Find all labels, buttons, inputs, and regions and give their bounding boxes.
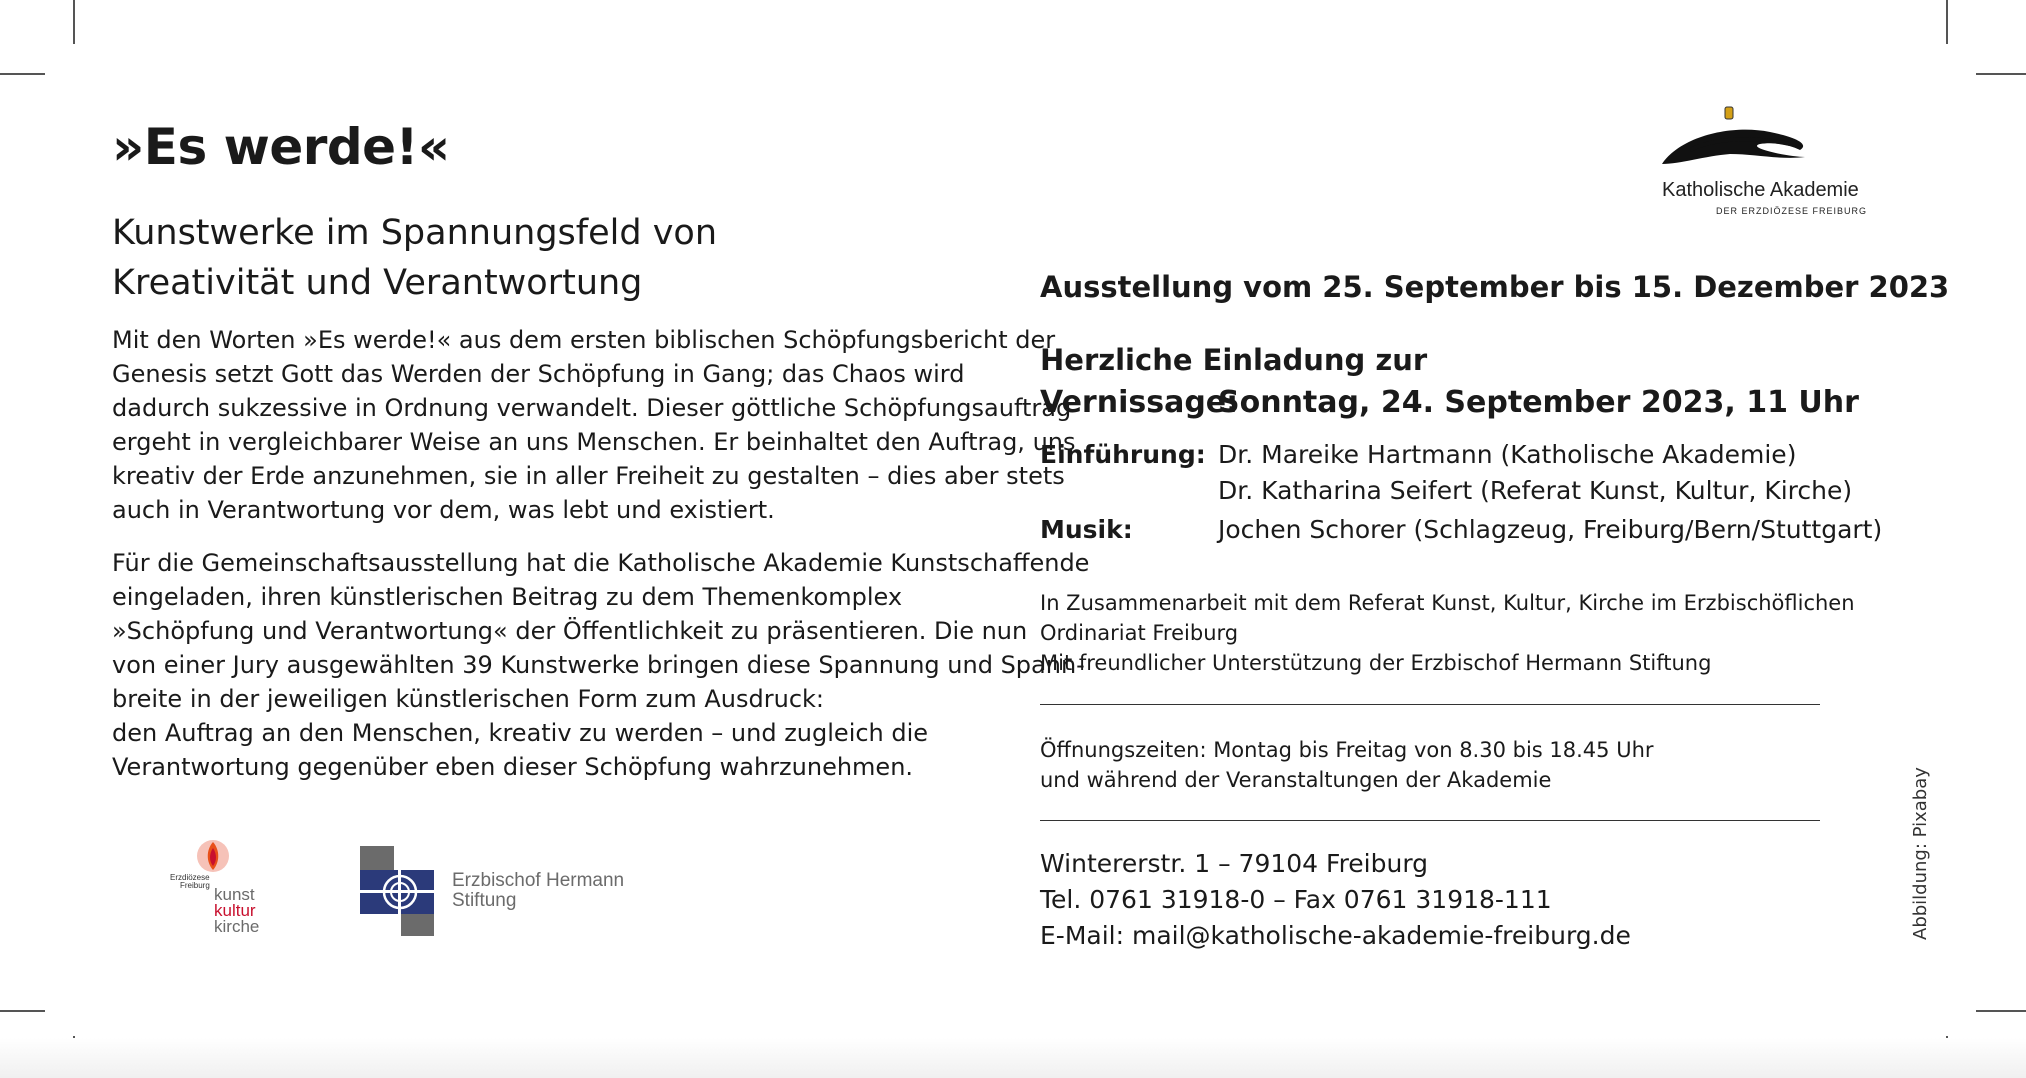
crop-mark bbox=[73, 0, 75, 44]
crop-mark bbox=[1976, 1010, 2026, 1012]
logo-word: kultur bbox=[214, 901, 256, 920]
text-line: auch in Verantwortung vor dem, was lebt und existiert. bbox=[112, 496, 775, 524]
vernissage-label: Vernissage: bbox=[1040, 385, 1239, 420]
kunst-kultur-kirche-logo bbox=[168, 836, 278, 936]
invitation-heading: Herzliche Einladung zur bbox=[1040, 343, 1428, 377]
divider bbox=[1040, 820, 1820, 821]
text-line: ergeht in vergleichbarer Weise an uns Menschen. Er beinhaltet den Auftrag, uns bbox=[112, 428, 1076, 456]
vernissage-value: Sonntag, 24. September 2023, 11 Uhr bbox=[1218, 385, 1859, 420]
opening-hours bbox=[1040, 735, 1654, 795]
text-line: kreativ der Erde anzunehmen, sie in aller Freiheit zu gestalten – dies aber stets bbox=[112, 462, 1065, 490]
text-line: Mit den Worten »Es werde!« aus dem ersten biblischen Schöpfungsbericht der bbox=[112, 326, 1056, 354]
introduction-label: Einführung: bbox=[1040, 440, 1206, 469]
text-line: Ordinariat Freiburg bbox=[1040, 621, 1239, 645]
description-paragraph bbox=[112, 546, 1090, 784]
music-value: Jochen Schorer (Schlagzeug, Freiburg/Bern/Stuttgart) bbox=[1218, 515, 1883, 544]
text-line: dadurch sukzessive in Ordnung verwandelt. Dieser göttliche Schöpfungsauftrag bbox=[112, 394, 1072, 422]
subtitle-line: Kunstwerke im Spannungsfeld von bbox=[112, 213, 717, 253]
text-line: Öffnungszeiten: Montag bis Freitag von 8.30 bis 18.45 Uhr bbox=[1040, 738, 1654, 762]
email-link[interactable]: E-Mail: mail@katholische-akademie-freiburg.de bbox=[1040, 921, 1631, 950]
text-line: und während der Veranstaltungen der Akademie bbox=[1040, 768, 1552, 792]
logo-word: kunst bbox=[214, 885, 255, 904]
crop-mark bbox=[0, 1010, 45, 1012]
page-subtitle bbox=[112, 208, 717, 308]
text-line: Mit freundlicher Unterstützung der Erzbischof Hermann Stiftung bbox=[1040, 651, 1712, 675]
logo-word: kirche bbox=[214, 917, 260, 936]
text-line: »Schöpfung und Verantwortung« der Öffentlichkeit zu präsentieren. Die nun bbox=[112, 617, 1028, 645]
stiftung-name-line: Erzbischof Hermann bbox=[452, 870, 625, 891]
phone: Tel. 0761 31918-0 – Fax 0761 31918-111 bbox=[1040, 885, 1552, 914]
akademie-subtitle: DER ERZDIÖZESE FREIBURG bbox=[1716, 206, 1868, 216]
text-line: In Zusammenarbeit mit dem Referat Kunst, Kultur, Kirche im Erzbischöflichen bbox=[1040, 591, 1855, 615]
bottom-shadow bbox=[0, 1038, 2026, 1078]
crop-mark bbox=[1976, 73, 2026, 75]
intro-paragraph bbox=[112, 323, 1076, 527]
speaker-entry: Dr. Katharina Seifert (Referat Kunst, Kultur, Kirche) bbox=[1218, 476, 1853, 505]
text-line: Verantwortung gegenüber eben dieser Schöpfung wahrzunehmen. bbox=[112, 753, 914, 781]
divider bbox=[1040, 704, 1820, 705]
akademie-name: Katholische Akademie bbox=[1662, 179, 1859, 201]
introduction-values bbox=[1218, 437, 1852, 509]
stiftung-name-line: Stiftung bbox=[452, 890, 517, 911]
cooperation-note bbox=[1040, 588, 1855, 678]
subtitle-line: Kreativität und Verantwortung bbox=[112, 263, 643, 303]
exhibition-dates: Ausstellung vom 25. September bis 15. Dezember 2023 bbox=[1040, 270, 1950, 304]
stiftung-logo bbox=[360, 846, 630, 936]
text-line: von einer Jury ausgewählten 39 Kunstwerke bringen diese Spannung und Spann- bbox=[112, 651, 1085, 679]
text-line: breite in der jeweiligen künstlerischen Form zum Ausdruck: bbox=[112, 685, 824, 713]
music-label: Musik: bbox=[1040, 515, 1133, 544]
image-credit: Abbildung: Pixabay bbox=[1910, 767, 1931, 940]
logo-diocese-line: Freiburg bbox=[180, 881, 210, 890]
crop-mark bbox=[0, 73, 45, 75]
katholische-akademie-logo bbox=[1660, 102, 1870, 222]
text-line: den Auftrag an den Menschen, kreativ zu werden – und zugleich die bbox=[112, 719, 929, 747]
contact-block bbox=[1040, 846, 1631, 954]
text-line: Genesis setzt Gott das Werden der Schöpfung in Gang; das Chaos wird bbox=[112, 360, 965, 388]
crop-mark bbox=[1946, 0, 1948, 44]
page-title: »Es werde!« bbox=[112, 118, 450, 176]
text-line: eingeladen, ihren künstlerischen Beitrag zu dem Themenkomplex bbox=[112, 583, 903, 611]
logo-diocese-line: Erzdiözese bbox=[170, 873, 210, 882]
text-line: Für die Gemeinschaftsausstellung hat die Katholische Akademie Kunstschaffende bbox=[112, 549, 1090, 577]
speaker-entry: Dr. Mareike Hartmann (Katholische Akademie) bbox=[1218, 440, 1797, 469]
address: Wintererstr. 1 – 79104 Freiburg bbox=[1040, 849, 1429, 878]
